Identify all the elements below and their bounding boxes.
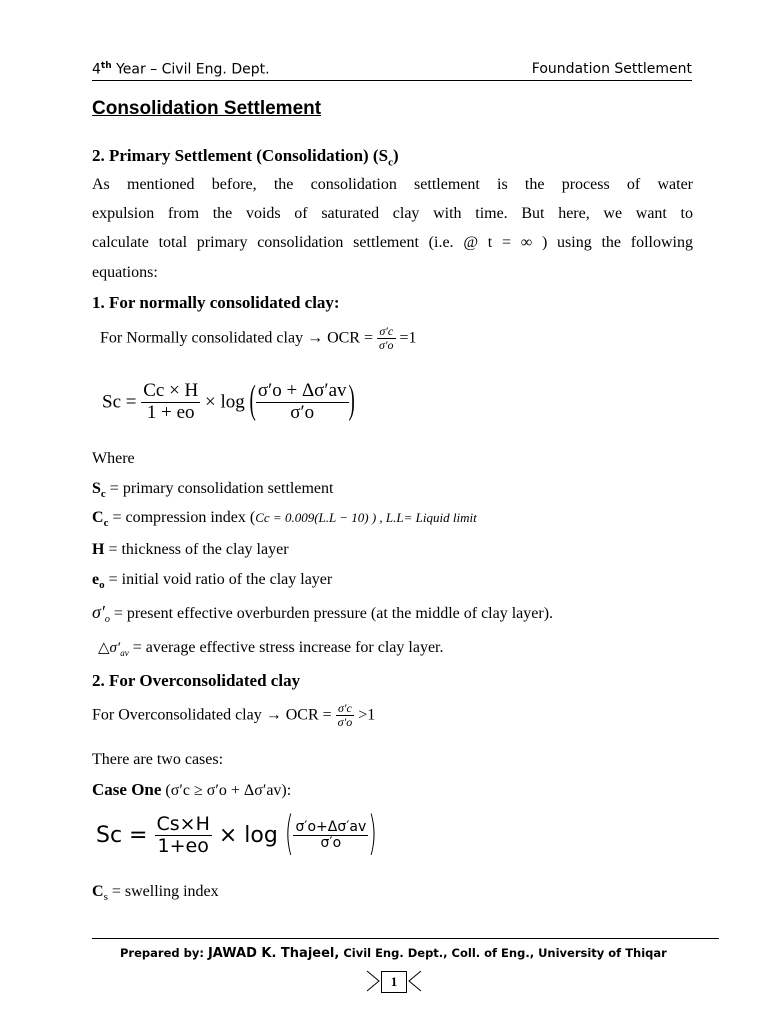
- page-number-badge: [365, 969, 423, 995]
- footer-rule: [92, 938, 719, 939]
- subsection-heading-oc: 2. For Overconsolidated clay: [92, 671, 301, 690]
- definition-cs: $C_s$ = swelling index: [92, 883, 219, 904]
- page-footer: Prepared by: JAWAD K. Thajeel, Civil Eng. Dept., Coll. of Eng., University of Thiqar: [120, 946, 667, 961]
- definition-h: H = thickness of the clay layer: [92, 541, 289, 558]
- cases-intro: There are two cases:: [92, 751, 224, 768]
- header-left: 4th Year – Civil Eng. Dept.: [92, 61, 270, 78]
- ocr-equation-nc: For Normally consolidated clay → OCR = $\frac{\sigma'c}{\sigma'o}$ =1: [100, 324, 417, 353]
- where-label: Where: [92, 450, 135, 467]
- header-right: Foundation Settlement: [531, 61, 692, 77]
- section-heading-primary: 2. Primary Settlement (Consolidation) $(S_c)$: [92, 146, 399, 169]
- paragraph-line: calculate total primary consolidation settlement (i.e. @ t = ∞ ) using the following: [92, 234, 693, 251]
- page-header: [92, 58, 692, 81]
- definition-eo: $e_o$ = initial void ratio of the clay layer: [92, 571, 333, 592]
- formula-primary-settlement: Sc = $\frac{Cc \times H}{1 + eo}$ × log ( $\frac{\sigma'o + \Delta\sigma'av}{\sigma'o}$ ): [102, 379, 355, 424]
- paragraph-line: equations:: [92, 264, 158, 281]
- definition-cc: $C_c$ = compression index (Cc = 0.009(L.L − 10) ) , L.L= Liquid limit: [92, 509, 477, 530]
- page-title: Consolidation Settlement: [92, 98, 322, 119]
- case-one-heading: Case One (σ′c ≥ σ′o + Δσ′av):: [92, 780, 292, 799]
- definition-sigma-o: $\sigma'_o$ = present effective overburden pressure (at the middle of clay layer).: [92, 602, 554, 626]
- definition-delta-sigma: $\triangle\sigma'_{av}$ = average effective stress increase for clay layer.: [98, 639, 444, 659]
- ocr-equation-oc: For Overconsolidated clay → OCR = $\frac{\sigma'c}{\sigma'o}$ >1: [92, 701, 376, 730]
- paragraph-line: As mentioned before, the consolidation settlement is the process of water: [92, 176, 693, 193]
- page-number: 1: [381, 971, 407, 993]
- subsection-heading-nc: 1. For normally consolidated clay:: [92, 293, 340, 312]
- paragraph-line: expulsion from the voids of saturated clay with time. But here, we want to: [92, 205, 693, 222]
- formula-overconsolidated: Sc = $\frac{Cs\times H}{1+eo}$ × log ( $\frac{\sigma'o+\Delta\sigma'av}{\sigma'o}$ ): [96, 809, 377, 862]
- definition-sc: $S_c$ = primary consolidation settlement: [92, 480, 334, 501]
- ocr-numerator: σ′c: [377, 325, 396, 339]
- ocr-denominator: σ′o: [378, 338, 394, 353]
